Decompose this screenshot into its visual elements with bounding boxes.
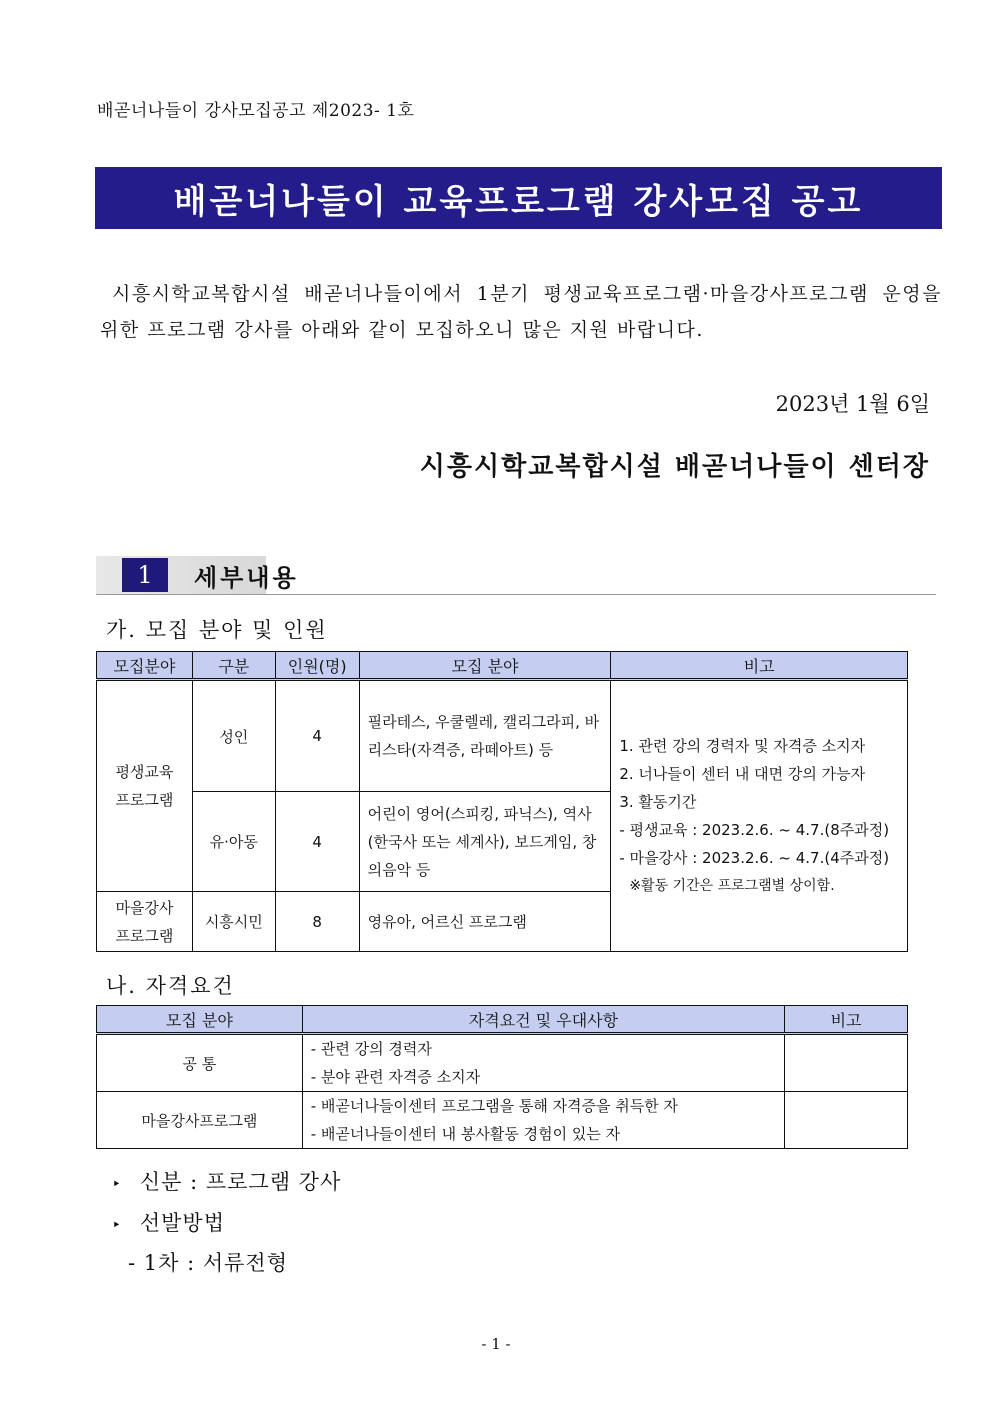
table-header: 모집분야 — [97, 652, 193, 680]
intro-paragraph: 시흥시학교복합시설 배곧너나들이에서 1분기 평생교육프로그램·마을강사프로그램 운영을 위한 프로그램 강사를 아래와 같이 모집하오니 많은 지원 바랍니다. — [100, 283, 942, 341]
subheading-qualifications: 나. 자격요건 — [106, 974, 235, 998]
qualification-items — [302, 1092, 784, 1149]
qualification-field: 공 통 — [97, 1034, 303, 1092]
table-header-row — [97, 1006, 908, 1034]
note-line: 3. 활동기간 — [619, 793, 697, 811]
issuer: 시흥시학교복합시설 배곧너나들이 센터장 — [419, 452, 930, 482]
row-count: 4 — [275, 680, 359, 792]
subheading-recruitment: 가. 모집 분야 및 인원 — [106, 618, 328, 642]
qualification-field: 마을강사프로그램 — [97, 1092, 303, 1149]
bullet-marker: ‣ — [112, 1175, 122, 1193]
notice-number: 배곧너나들이 강사모집공고 제2023- 1호 — [97, 101, 415, 121]
qualification-item: - 분야 관련 자격증 소지자 — [310, 1068, 481, 1086]
table-header: 비고 — [611, 652, 908, 680]
recruitment-table — [96, 651, 908, 952]
section-title: 세부내용 — [194, 563, 299, 592]
selection-step: - 1차 : 서류전형 — [128, 1251, 288, 1275]
table-header: 인원(명) — [275, 652, 359, 680]
row-type: 유·아동 — [192, 792, 275, 892]
bullet-item — [112, 1207, 225, 1237]
table-header: 모집 분야 — [359, 652, 611, 680]
qualification-item: - 배곧너나들이센터 내 봉사활동 경험이 있는 자 — [310, 1125, 621, 1143]
note-line: - 마을강사 : 2023.2.6. ~ 4.7.(4주과정) — [619, 849, 890, 867]
table-header: 비고 — [785, 1006, 908, 1034]
row-count: 4 — [275, 792, 359, 892]
qualification-note — [785, 1034, 908, 1092]
qualification-items — [302, 1034, 784, 1092]
row-count: 8 — [275, 892, 359, 952]
note-line: 2. 너나들이 센터 내 대면 강의 가능자 — [619, 765, 866, 783]
row-fields: 필라테스, 우쿨렐레, 캘리그라피, 바리스타(자격증, 라떼아트) 등 — [359, 680, 611, 792]
table-header: 모집 분야 — [97, 1006, 303, 1034]
table-row — [97, 1034, 908, 1092]
bullet-text: 선발방법 — [139, 1211, 226, 1235]
section-header — [96, 556, 936, 595]
group-lifelong-education: 평생교육 프로그램 — [97, 680, 193, 892]
row-type: 시흥시민 — [192, 892, 275, 952]
notes-cell — [611, 680, 908, 952]
row-fields: 영유아, 어르신 프로그램 — [359, 892, 611, 952]
qualification-item: - 배곧너나들이센터 프로그램을 통해 자격증을 취득한 자 — [310, 1097, 679, 1115]
note-line: - 평생교육 : 2023.2.6. ~ 4.7.(8주과정) — [619, 821, 890, 839]
note-line: 1. 관련 강의 경력자 및 자격증 소지자 — [619, 737, 866, 755]
page-number: - 1 - — [481, 1335, 511, 1353]
notice-date: 2023년 1월 6일 — [775, 392, 930, 416]
table-row — [97, 1092, 908, 1149]
section-number: 1 — [122, 558, 168, 592]
table-header: 자격요건 및 우대사항 — [302, 1006, 784, 1034]
table-header-row — [97, 652, 908, 680]
qualification-table — [96, 1005, 908, 1149]
table-header: 구분 — [192, 652, 275, 680]
qualification-item: - 관련 강의 경력자 — [310, 1040, 432, 1058]
bullet-marker: ‣ — [112, 1216, 122, 1234]
note-line: ※활동 기간은 프로그램별 상이함. — [629, 878, 835, 894]
row-type: 성인 — [192, 680, 275, 792]
table-row — [97, 680, 908, 792]
row-fields: 어린이 영어(스피킹, 파닉스), 역사 (한국사 또는 세계사), 보드게임, 창의음악 등 — [359, 792, 611, 892]
qualification-note — [785, 1092, 908, 1149]
group-village-instructor: 마을강사 프로그램 — [97, 892, 193, 952]
page-title: 배곧너나들이 교육프로그램 강사모집 공고 — [95, 167, 942, 229]
bullet-item — [112, 1166, 341, 1196]
bullet-text: 신분 : 프로그램 강사 — [139, 1170, 342, 1194]
